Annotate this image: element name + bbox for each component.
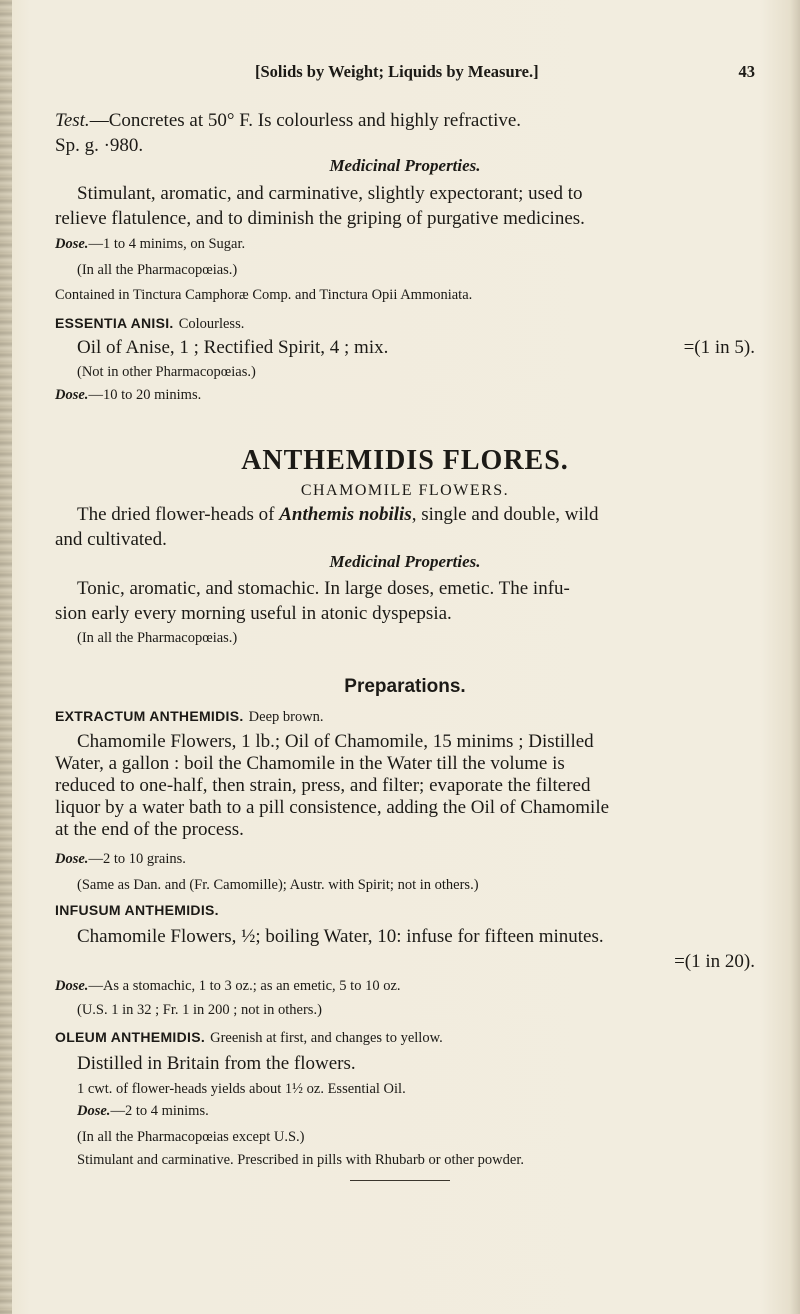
extractum-heading: [55, 706, 755, 727]
page-header: [55, 62, 755, 86]
closing-rule: [350, 1180, 450, 1181]
anthemidis-med-2: sion early every morning useful in atonic dyspepsia.: [55, 603, 452, 624]
essentia-ratio: =(1 in 5).: [683, 337, 755, 358]
test-paragraph: [55, 108, 755, 158]
dose-1-text: —1 to 4 minims, on Sugar.: [88, 236, 246, 252]
section-title: ANTHEMIDIS FLORES.: [241, 445, 569, 476]
anthemidis-note: (In all the Pharmacopœias.): [77, 630, 238, 646]
essentia-desc: Colourless.: [178, 316, 245, 332]
essentia-dose-label: Dose.: [55, 387, 89, 403]
essentia-recipe: Oil of Anise, 1 ; Rectified Spirit, 4 ; mix.: [77, 337, 389, 358]
anthemidis-description: [55, 502, 755, 552]
medicinal-1-line-1: Stimulant, aromatic, and carminative, slightly expectorant; used to: [77, 183, 583, 204]
oleum-line-1: Distilled in Britain from the flowers.: [77, 1053, 356, 1074]
oleum-last-line: Stimulant and carminative. Prescribed in pills with Rhubarb or other powder.: [77, 1152, 524, 1168]
essentia-dose: [55, 385, 755, 405]
infusum-dose-label: Dose.: [55, 978, 89, 994]
preparations-heading: Preparations.: [344, 676, 466, 697]
medicinal-heading-2: Medicinal Properties.: [329, 552, 481, 571]
test-label: Test.: [55, 110, 90, 131]
infusum-heading: [55, 900, 755, 919]
infusum-line-1: Chamomile Flowers, ½; boiling Water, 10: infuse for fifteen minutes.: [77, 926, 604, 947]
note-1: (In all the Pharmacopœias.): [77, 262, 238, 278]
oleum-dose: [55, 1101, 777, 1121]
essentia-name: ESSENTIA ANISI.: [55, 315, 174, 331]
desc-2: and cultivated.: [55, 529, 167, 550]
desc-1b: , single and double, wild: [411, 504, 599, 525]
extractum-line-3: reduced to one-half, then strain, press, and filter; evaporate the filtered: [55, 775, 591, 796]
oleum-name: OLEUM ANTHEMIDIS.: [55, 1029, 206, 1045]
page-number: 43: [738, 62, 755, 81]
infusum-ratio: =(1 in 20).: [674, 951, 755, 972]
anthemidis-med-1: Tonic, aromatic, and stomachic. In large doses, emetic. The infu-: [77, 578, 570, 599]
extractum-dose: [55, 849, 755, 869]
infusum-dose-text: —As a stomachic, 1 to 3 oz.; as an emetic, 5 to 10 oz.: [88, 978, 401, 994]
extractum-name: EXTRACTUM ANTHEMIDIS.: [55, 708, 244, 724]
oleum-heading: [55, 1027, 755, 1048]
oleum-line-2: 1 cwt. of flower-heads yields about 1½ oz. Essential Oil.: [77, 1081, 406, 1097]
infusum-note: (U.S. 1 in 32 ; Fr. 1 in 200 ; not in others.): [77, 1002, 322, 1018]
page-binding-edge: [0, 0, 12, 1314]
oleum-dose-text: —2 to 4 minims.: [110, 1103, 209, 1119]
running-title: [Solids by Weight; Liquids by Measure.]: [255, 62, 539, 81]
oleum-desc: Greenish at first, and changes to yellow.: [210, 1030, 443, 1046]
medicinal-paragraph-1: [55, 181, 755, 231]
essentia-heading: [55, 313, 755, 334]
extractum-line-5: at the end of the process.: [55, 819, 244, 840]
extractum-dose-text: —2 to 10 grains.: [88, 851, 186, 867]
infusum-recipe: [55, 924, 755, 974]
medicinal-heading-1: Medicinal Properties.: [329, 156, 481, 175]
essentia-recipe-line: [55, 335, 755, 360]
contained-note: Contained in Tinctura Camphoræ Comp. and Tinctura Opii Ammoniata.: [55, 287, 473, 303]
essentia-dose-text: —10 to 20 minims.: [88, 387, 202, 403]
dose-1-label: Dose.: [55, 236, 89, 252]
essentia-note: (Not in other Pharmacopœias.): [77, 364, 256, 380]
extractum-line-4: liquor by a water bath to a pill consistence, adding the Oil of Chamomile: [55, 797, 610, 818]
test-text-2: Sp. g. ·980.: [55, 135, 144, 156]
oleum-note: (In all the Pharmacopœias except U.S.): [77, 1129, 305, 1145]
extractum-note: (Same as Dan. and (Fr. Camomille); Austr. with Spirit; not in others.): [77, 877, 479, 893]
extractum-dose-label: Dose.: [55, 851, 89, 867]
medicinal-1-line-2: relieve flatulence, and to diminish the griping of purgative medicines.: [55, 208, 585, 229]
infusum-dose: [55, 976, 755, 996]
extractum-desc: Deep brown.: [248, 709, 324, 725]
oleum-dose-label: Dose.: [77, 1103, 111, 1119]
extractum-line-1: Chamomile Flowers, 1 lb.; Oil of Chamomile, 15 minims ; Distilled: [77, 731, 594, 752]
test-text-1: —Concretes at 50° F. Is colourless and highly refractive.: [89, 110, 522, 131]
dose-1: [55, 234, 755, 254]
desc-1a: The dried flower-heads of: [77, 504, 280, 525]
section-subtitle: CHAMOMILE FLOWERS.: [300, 482, 510, 499]
extractum-line-2: Water, a gallon : boil the Chamomile in the Water till the volume is: [55, 753, 565, 774]
infusum-name: INFUSUM ANTHEMIDIS.: [55, 902, 219, 918]
desc-1-latin: Anthemis nobilis: [279, 504, 412, 525]
anthemidis-medicinal: [55, 576, 755, 626]
extractum-recipe: [55, 731, 755, 841]
